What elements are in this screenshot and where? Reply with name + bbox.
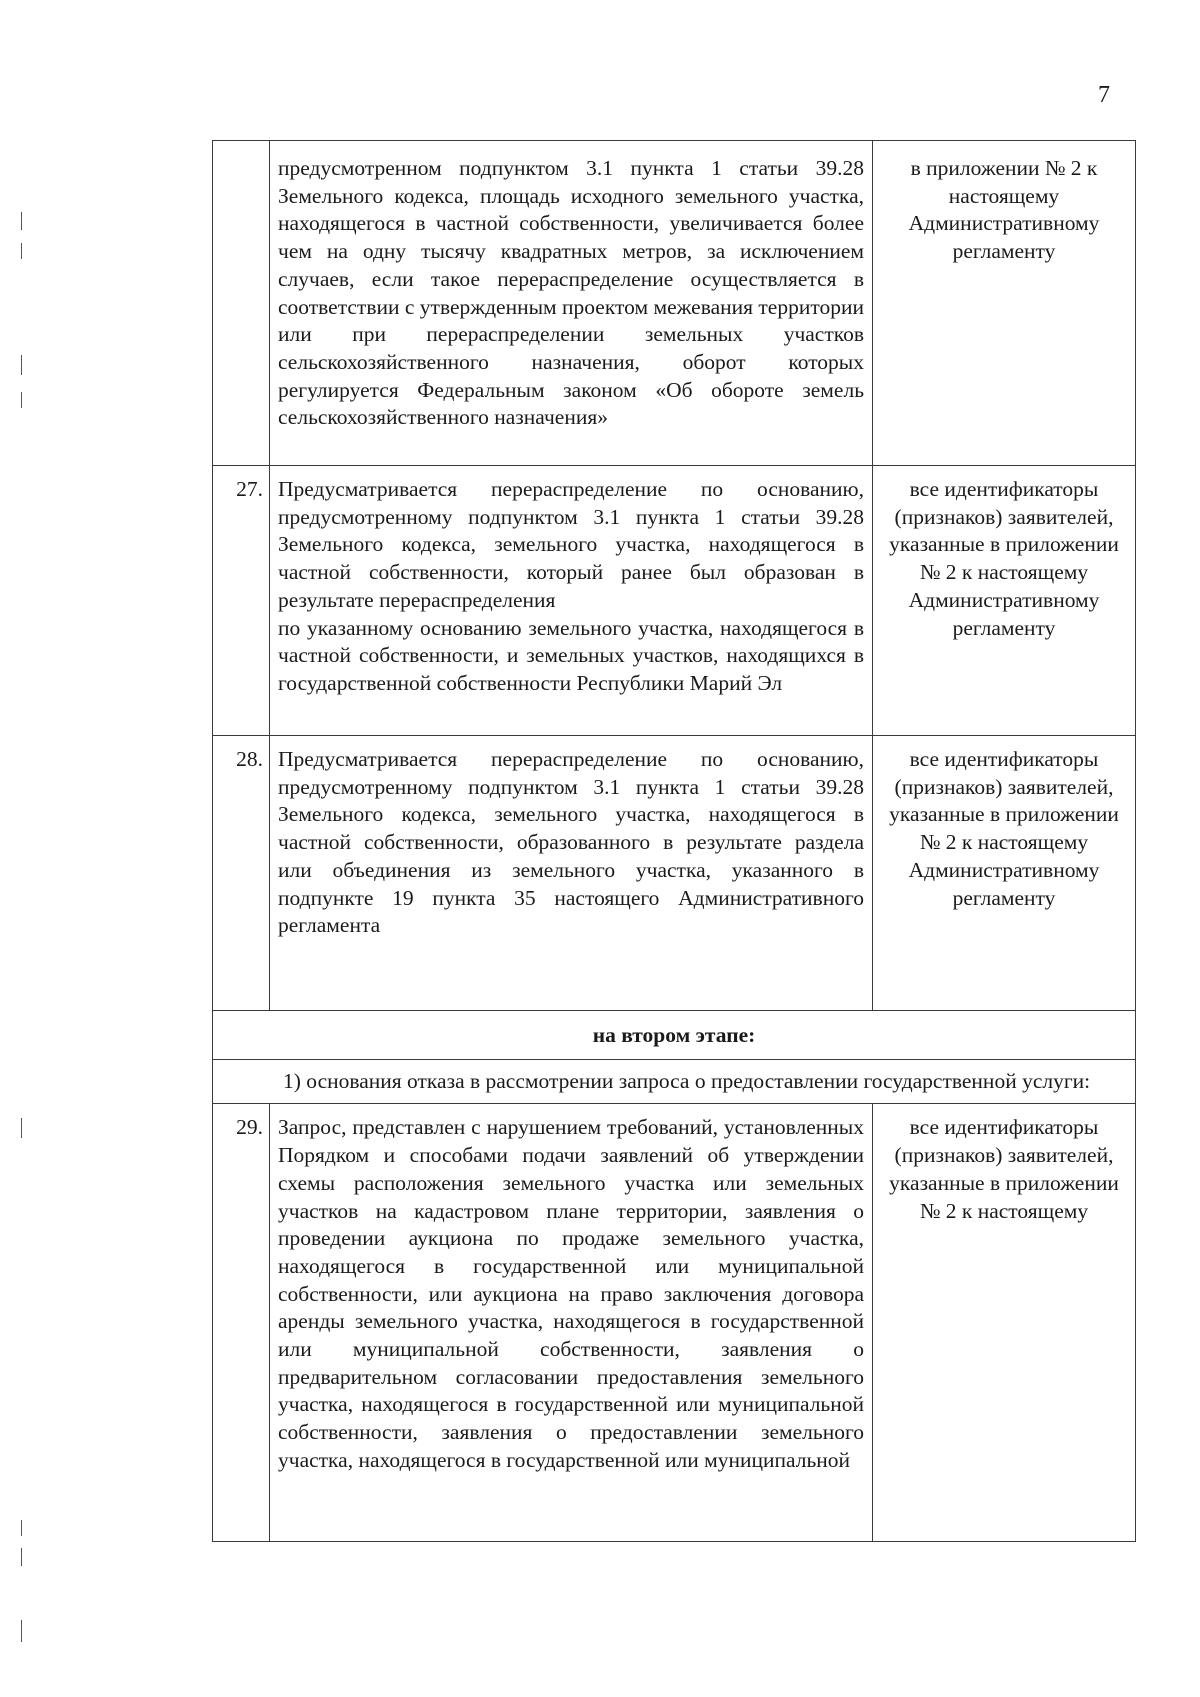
table-row: [213, 466, 1136, 736]
page-number: 7: [1098, 82, 1110, 108]
row-applicant-ids: все идентификаторы (признаков) заявителей, указанные в приложении № 2 к настоящему Административному регламенту: [873, 736, 1136, 1011]
subheading-row: [213, 1059, 1136, 1104]
stage-heading-row: [213, 1011, 1136, 1060]
table-row: [213, 1104, 1136, 1542]
table-row: [213, 141, 1136, 466]
row-number: 28.: [213, 736, 270, 1011]
row-description-part: Предусматривается перераспределение по основанию, предусмотренному подпунктом 3.1 пункта 1 статьи 39.28 Земельного кодекса, земельного участка, находящегося в частной собственности, который ранее был образован в результате перераспределения: [278, 477, 864, 612]
row-applicant-ids: в приложении № 2 к настоящему Административному регламенту: [873, 141, 1136, 466]
margin-mark: [21, 1620, 22, 1642]
refusal-grounds-subheading: 1) основания отказа в рассмотрении запроса о предоставлении государственной услуги:: [213, 1059, 1136, 1104]
row-applicant-ids: все идентификаторы (признаков) заявителей, указанные в приложении № 2 к настоящему Административному регламенту: [873, 466, 1136, 736]
row-number: 27.: [213, 466, 270, 736]
row-description: предусмотренном подпунктом 3.1 пункта 1 статьи 39.28 Земельного кодекса, площадь исходного земельного участка, находящегося в частной собственности, увеличивается более чем на одну тысячу квадратных метров, за исключением случаев, если такое перераспределение осуществляется в соответствии с утвержденным проектом межевания территории или при перераспределении земельных участков сельскохозяйственного назначения, оборот которых регулируется Федеральным законом «Об обороте земель сельскохозяйственного назначения»: [270, 141, 873, 466]
margin-mark: [21, 392, 22, 408]
margin-mark: [21, 1118, 22, 1138]
row-number: [213, 141, 270, 466]
margin-mark: [21, 243, 22, 259]
row-description: Запрос, представлен с нарушением требований, установленных Порядком и способами подачи заявлений об утверждении схемы расположения земельного участка или земельных участков на кадастровом плане территории, заявления о проведении аукциона по продаже земельного участка, находящегося в государственной или муниципальной собственности, или аукциона на право заключения договора аренды земельного участка, находящегося в государственной или муниципальной собственности, заявления о предварительном согласовании предоставления земельного участка, находящегося в государственной или муниципальной собственности, заявления о предоставлении земельного участка, находящегося в государственной или муниципальной: [270, 1104, 873, 1542]
margin-mark: [21, 1548, 22, 1566]
grounds-table: [212, 140, 1136, 1542]
row-description: [270, 466, 873, 736]
row-description: Предусматривается перераспределение по основанию, предусмотренному подпунктом 3.1 пункта 1 статьи 39.28 Земельного кодекса, земельного участка, находящегося в частной собственности, образованного в результате раздела или объединения из земельного участка, указанного в подпункте 19 пункта 35 настоящего Административного регламента: [270, 736, 873, 1011]
table-row: [213, 736, 1136, 1011]
margin-mark: [21, 355, 22, 375]
margin-mark: [21, 212, 22, 230]
stage-heading: на втором этапе:: [213, 1011, 1136, 1060]
row-number: 29.: [213, 1104, 270, 1542]
row-applicant-ids: все идентификаторы (признаков) заявителей, указанные в приложении № 2 к настоящему: [873, 1104, 1136, 1542]
margin-mark: [21, 1520, 22, 1536]
row-description-part: по указанному основанию земельного участка, находящегося в частной собственности, и земельных участков, находящихся в государственной собственности Республики Марий Эл: [278, 615, 864, 695]
